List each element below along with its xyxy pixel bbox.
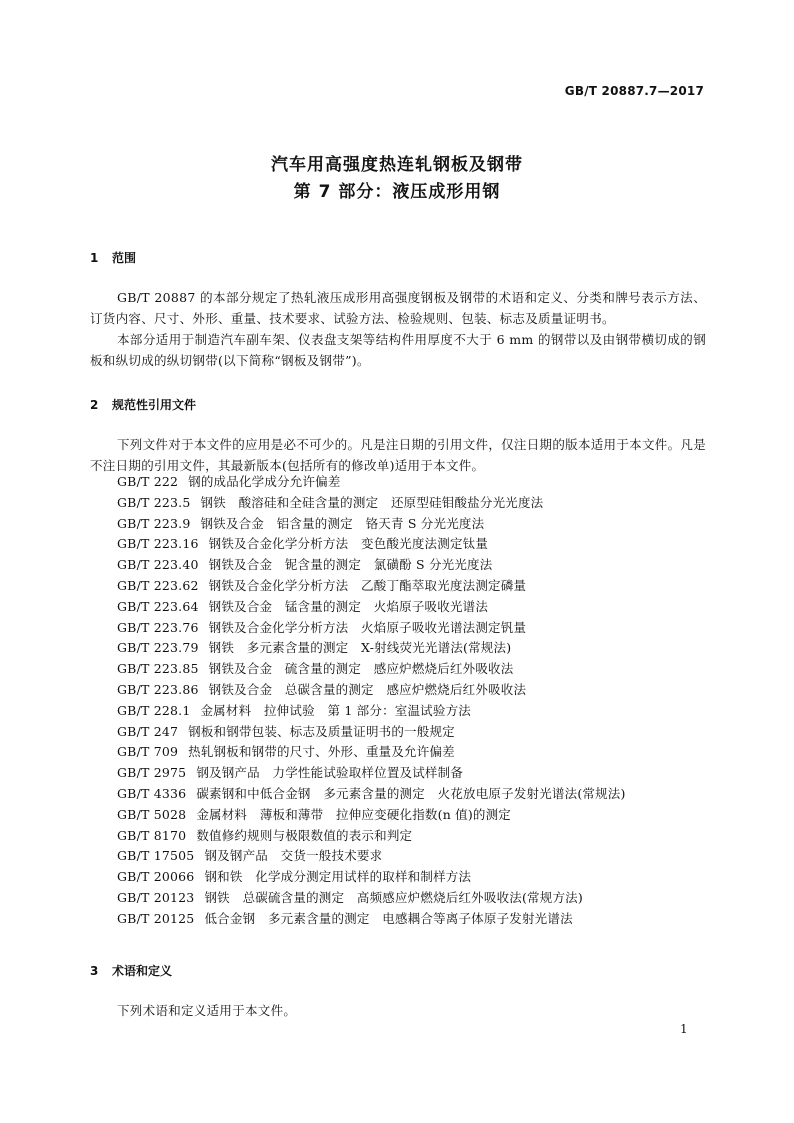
reference-code: GB/T 223.76 — [117, 619, 199, 635]
reference-item — [117, 867, 626, 888]
reference-code: GB/T 222 — [117, 474, 179, 489]
standard-code: GB/T 20887.7—2017 — [564, 84, 704, 98]
reference-name: 钢板和钢带包装、标志及质量证明书的一般规定 — [188, 723, 455, 739]
reference-item — [117, 638, 626, 659]
reference-item — [117, 680, 626, 701]
reference-item — [117, 826, 626, 847]
reference-item — [117, 597, 626, 618]
reference-name: 低合金钢 多元素含量的测定 电感耦合等离子体原子发射光谱法 — [204, 910, 573, 926]
reference-name: 碳素钢和中低合金钢 多元素含量的测定 火花放电原子发射光谱法(常规法) — [196, 785, 626, 801]
reference-item — [117, 576, 626, 597]
reference-item — [117, 514, 626, 535]
section-title: 规范性引用文件 — [112, 398, 197, 412]
reference-name: 钢铁 总碳硫含量的测定 高频感应炉燃烧后红外吸收法(常规方法) — [204, 889, 583, 905]
reference-name: 钢及钢产品 力学性能试验取样位置及试样制备 — [196, 765, 464, 781]
section-number: 2 — [90, 398, 99, 412]
section-heading-scope — [90, 249, 136, 266]
section-heading-normative-references — [90, 396, 196, 413]
reference-item — [117, 784, 626, 805]
reference-code: GB/T 223.85 — [117, 661, 199, 677]
reference-name: 钢铁及合金化学分析方法 火焰原子吸收光谱法测定钒量 — [208, 619, 527, 635]
section-heading-terms-and-definitions — [90, 962, 172, 979]
section-title: 范围 — [112, 251, 137, 265]
reference-code: GB/T 20123 — [117, 889, 195, 905]
page-number: 1 — [680, 1022, 688, 1036]
reference-code: GB/T 20125 — [117, 910, 195, 926]
reference-item — [117, 722, 626, 743]
reference-name: 钢和铁 化学成分测定用试样的取样和制样方法 — [204, 869, 472, 885]
section-number: 3 — [90, 964, 99, 978]
reference-name: 金属材料 薄板和薄带 拉伸应变硬化指数(n 值)的测定 — [196, 806, 511, 822]
reference-code: GB/T 223.79 — [117, 640, 199, 656]
section-title: 术语和定义 — [112, 964, 173, 978]
paragraph: GB/T 20887 的本部分规定了热轧液压成形用高强度钢板及钢带的术语和定义、分类和牌号表示方法、订货内容、尺寸、外形、重量、技术要求、试验方法、检验规则、包装、标志及质量证明书。 — [90, 290, 706, 326]
reference-item — [117, 659, 626, 680]
reference-item — [117, 618, 626, 639]
reference-name: 钢铁及合金 硫含量的测定 感应炉燃烧后红外吸收法 — [208, 661, 514, 677]
reference-item — [117, 888, 626, 909]
reference-name: 钢铁及合金 铝含量的测定 铬天青 S 分光光度法 — [200, 515, 485, 531]
document-title-line2: 第 7 部分：液压成形用钢 — [293, 182, 501, 202]
reference-name: 热轧钢板和钢带的尺寸、外形、重量及允许偏差 — [188, 744, 455, 760]
paragraph: 下列术语和定义适用于本文件。 — [117, 1003, 297, 1018]
reference-name: 钢铁 酸溶硅和全硅含量的测定 还原型硅钼酸盐分光光度法 — [200, 494, 544, 510]
reference-item — [117, 763, 626, 784]
reference-item — [117, 701, 626, 722]
section-number: 1 — [90, 251, 99, 265]
reference-code: GB/T 223.86 — [117, 681, 199, 697]
reference-code: GB/T 709 — [117, 744, 179, 760]
reference-code: GB/T 17505 — [117, 848, 195, 864]
reference-name: 钢铁及合金 总碳含量的测定 感应炉燃烧后红外吸收法 — [208, 681, 527, 697]
document-title-line1: 汽车用高强度热连轧钢板及钢带 — [271, 155, 523, 175]
reference-code: GB/T 8170 — [117, 827, 187, 843]
reference-code: GB/T 223.5 — [117, 494, 191, 510]
reference-code: GB/T 223.16 — [117, 536, 199, 552]
reference-item — [117, 493, 626, 514]
reference-name: 钢铁及合金 锰含量的测定 火焰原子吸收光谱法 — [208, 598, 489, 614]
reference-code: GB/T 4336 — [117, 785, 187, 801]
reference-name: 钢的成品化学成分允许偏差 — [188, 474, 341, 489]
reference-item — [117, 742, 626, 763]
reference-name: 钢铁 多元素含量的测定 X-射线荧光光谱法(常规法) — [208, 640, 512, 656]
reference-code: GB/T 223.40 — [117, 557, 199, 573]
reference-code: GB/T 20066 — [117, 869, 195, 885]
reference-name: 钢铁及合金 铌含量的测定 氯磺酚 S 分光光度法 — [208, 557, 493, 573]
reference-code: GB/T 5028 — [117, 806, 187, 822]
reference-name: 金属材料 拉伸试验 第 1 部分：室温试验方法 — [200, 702, 471, 718]
reference-name: 钢铁及合金化学分析方法 变色酸光度法测定钛量 — [208, 536, 489, 552]
reference-item — [117, 846, 626, 867]
reference-code: GB/T 228.1 — [117, 702, 191, 718]
reference-code: GB/T 2975 — [117, 765, 187, 781]
reference-code: GB/T 223.9 — [117, 515, 191, 531]
reference-name: 钢及钢产品 交货一般技术要求 — [204, 848, 383, 864]
reference-list — [117, 472, 626, 930]
reference-item — [117, 909, 626, 930]
reference-code: GB/T 223.64 — [117, 598, 199, 614]
paragraph: 下列文件对于本文件的应用是必不可少的。凡是注日期的引用文件，仅注日期的版本适用于本文件。凡是不注日期的引用文件，其最新版本(包括所有的修改单)适用于本文件。 — [90, 437, 706, 473]
reference-item — [117, 472, 626, 493]
reference-item — [117, 534, 626, 555]
reference-code: GB/T 247 — [117, 723, 179, 739]
reference-code: GB/T 223.62 — [117, 577, 199, 593]
reference-name: 数值修约规则与极限数值的表示和判定 — [196, 827, 413, 843]
paragraph: 本部分适用于制造汽车副车架、仪表盘支架等结构件用厚度不大于 6 mm 的钢带以及由钢带横切成的钢板和纵切成的纵切钢带(以下简称“钢板及钢带”)。 — [90, 332, 706, 368]
reference-item — [117, 555, 626, 576]
reference-name: 钢铁及合金化学分析方法 乙酸丁酯萃取光度法测定磷量 — [208, 577, 527, 593]
reference-item — [117, 805, 626, 826]
